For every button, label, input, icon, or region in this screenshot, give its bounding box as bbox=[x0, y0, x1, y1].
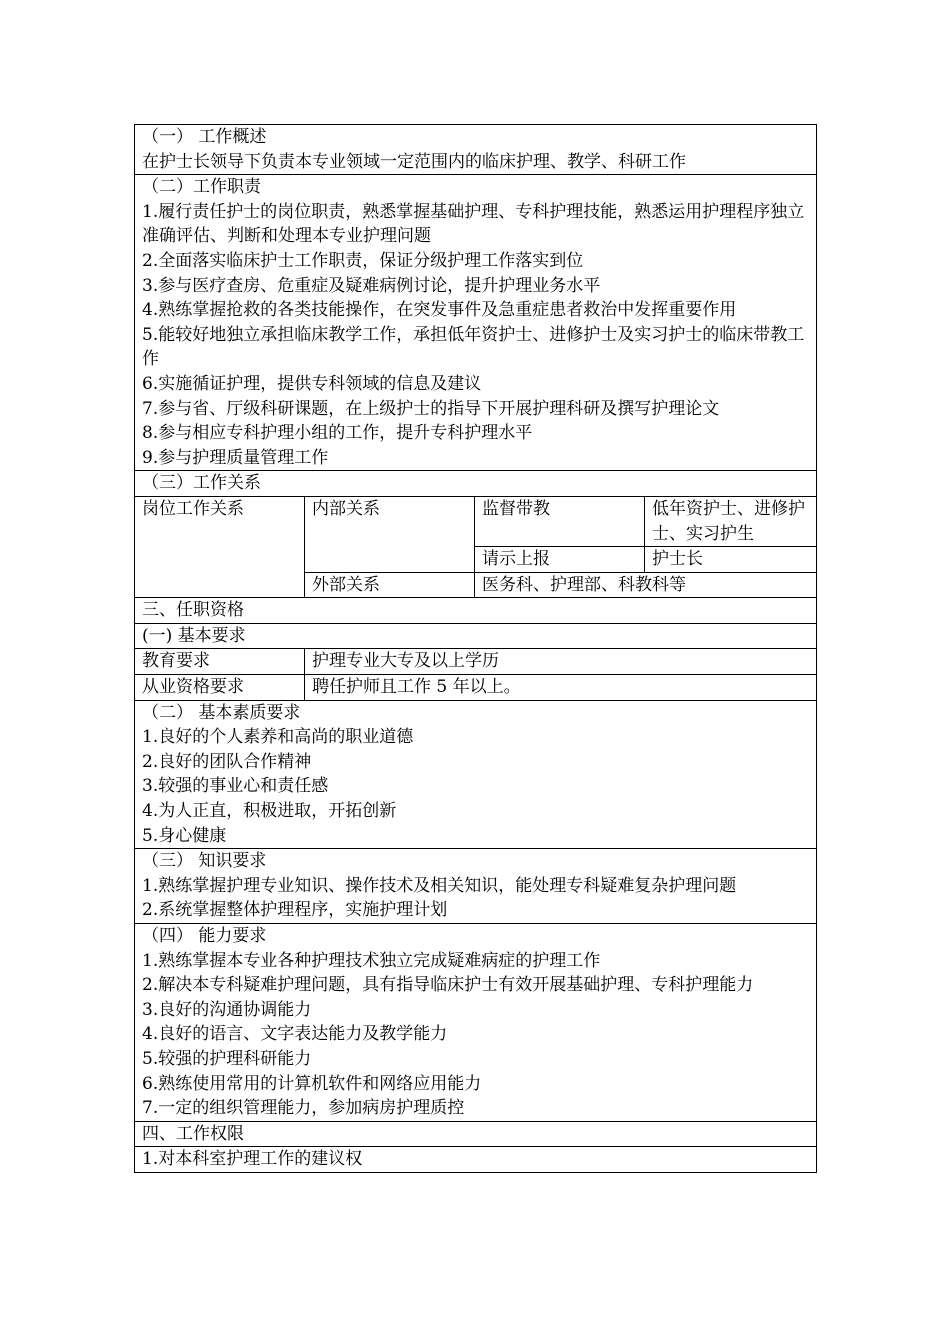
report-label: 请示上报 bbox=[482, 549, 550, 570]
external-relations-label: 外部关系 bbox=[312, 574, 380, 595]
ability-item: 3.良好的沟通协调能力 bbox=[142, 999, 312, 1020]
quality-item: 4.为人正直，积极进取，开拓创新 bbox=[142, 801, 397, 822]
duty-item: 4.熟练掌握抢救的各类技能操作，在突发事件及急重症患者救治中发挥重要作用 bbox=[142, 300, 737, 321]
duties-heading: （二）工作职责 bbox=[142, 177, 261, 198]
ability-section bbox=[135, 924, 817, 1122]
certification-value: 聘任护师且工作 5 年以上。 bbox=[312, 677, 521, 698]
relations-heading: （三）工作关系 bbox=[142, 473, 261, 494]
duty-item: 9.参与护理质量管理工作 bbox=[142, 447, 329, 468]
education-value: 护理专业大专及以上学历 bbox=[312, 651, 499, 672]
ability-item: 1.熟练掌握本专业各种护理技术独立完成疑难病症的护理工作 bbox=[142, 950, 601, 971]
quality-item: 3.较强的事业心和责任感 bbox=[142, 776, 329, 797]
overview-text: 在护士长领导下负责本专业领域一定范围内的临床护理、教学、科研工作 bbox=[142, 151, 686, 172]
duty-item: 7.参与省、厅级科研课题，在上级护士的指导下开展护理科研及撰写护理论文 bbox=[142, 398, 720, 419]
quality-item: 5.身心健康 bbox=[142, 825, 227, 846]
duty-item: 5.能较好地独立承担临床教学工作，承担低年资护士、进修护士及实习护士的临床带教工作 bbox=[142, 324, 805, 370]
internal-relations-label: 内部关系 bbox=[312, 498, 380, 519]
ability-heading: （四） 能力要求 bbox=[142, 926, 267, 946]
basic-requirements-heading: (一) 基本要求 bbox=[142, 625, 246, 646]
ability-item: 5.较强的护理科研能力 bbox=[142, 1048, 312, 1069]
duty-item: 1.履行责任护士的岗位职责，熟悉掌握基础护理、专科护理技能，熟悉运用护理程序独立准确评估、判断和处理本专业护理问题 bbox=[142, 201, 805, 247]
job-description-table bbox=[134, 124, 817, 1173]
supervise-value: 低年资护士、进修护士、实习护生 bbox=[652, 498, 805, 544]
relations-label: 岗位工作关系 bbox=[142, 498, 244, 519]
duty-item: 8.参与相应专科护理小组的工作，提升专科护理水平 bbox=[142, 423, 533, 444]
quality-item: 1.良好的个人素养和高尚的职业道德 bbox=[142, 727, 414, 748]
overview-section bbox=[135, 125, 817, 175]
authority-items-row bbox=[135, 1147, 817, 1173]
duty-item: 2.全面落实临床护士工作职责，保证分级护理工作落实到位 bbox=[142, 250, 584, 271]
job-description-document bbox=[134, 124, 816, 1173]
duty-item: 3.参与医疗查房、危重症及疑难病例讨论，提升护理业务水平 bbox=[142, 275, 601, 296]
knowledge-heading: （三） 知识要求 bbox=[142, 851, 267, 872]
external-relations-value: 医务科、护理部、科教科等 bbox=[482, 574, 686, 595]
certification-label: 从业资格要求 bbox=[142, 677, 244, 698]
quality-section bbox=[135, 700, 817, 849]
authority-heading: 四、工作权限 bbox=[142, 1123, 244, 1144]
knowledge-section bbox=[135, 849, 817, 924]
relations-row-internal-supervise bbox=[135, 496, 817, 546]
duty-item: 6.实施循证护理，提供专科领域的信息及建议 bbox=[142, 373, 482, 394]
relations-label-cell bbox=[135, 496, 305, 597]
qualifications-heading: 三、任职资格 bbox=[142, 600, 244, 621]
authority-heading-row bbox=[135, 1121, 817, 1147]
internal-relations-cell bbox=[305, 496, 475, 572]
ability-item: 7.一定的组织管理能力，参加病房护理质控 bbox=[142, 1098, 465, 1119]
overview-heading: （一） 工作概述 bbox=[142, 127, 267, 147]
ability-item: 6.熟练使用常用的计算机软件和网络应用能力 bbox=[142, 1073, 482, 1094]
duties-section bbox=[135, 175, 817, 471]
relations-heading-row bbox=[135, 471, 817, 497]
supervise-label: 监督带教 bbox=[482, 498, 550, 519]
education-row bbox=[135, 649, 817, 675]
report-value: 护士长 bbox=[652, 549, 703, 570]
education-label: 教育要求 bbox=[142, 651, 210, 672]
qualifications-heading-row bbox=[135, 598, 817, 624]
knowledge-item: 1.熟练掌握护理专业知识、操作技术及相关知识，能处理专科疑难复杂护理问题 bbox=[142, 875, 737, 896]
ability-item: 4.良好的语言、文字表达能力及教学能力 bbox=[142, 1024, 448, 1045]
quality-heading: （二） 基本素质要求 bbox=[142, 702, 301, 723]
quality-item: 2.良好的团队合作精神 bbox=[142, 751, 312, 772]
certification-row bbox=[135, 675, 817, 701]
authority-item: 1.对本科室护理工作的建议权 bbox=[142, 1149, 363, 1170]
basic-requirements-heading-row bbox=[135, 623, 817, 649]
knowledge-item: 2.系统掌握整体护理程序，实施护理计划 bbox=[142, 900, 448, 921]
ability-item: 2.解决本专科疑难护理问题，具有指导临床护士有效开展基础护理、专科护理能力 bbox=[142, 975, 754, 996]
